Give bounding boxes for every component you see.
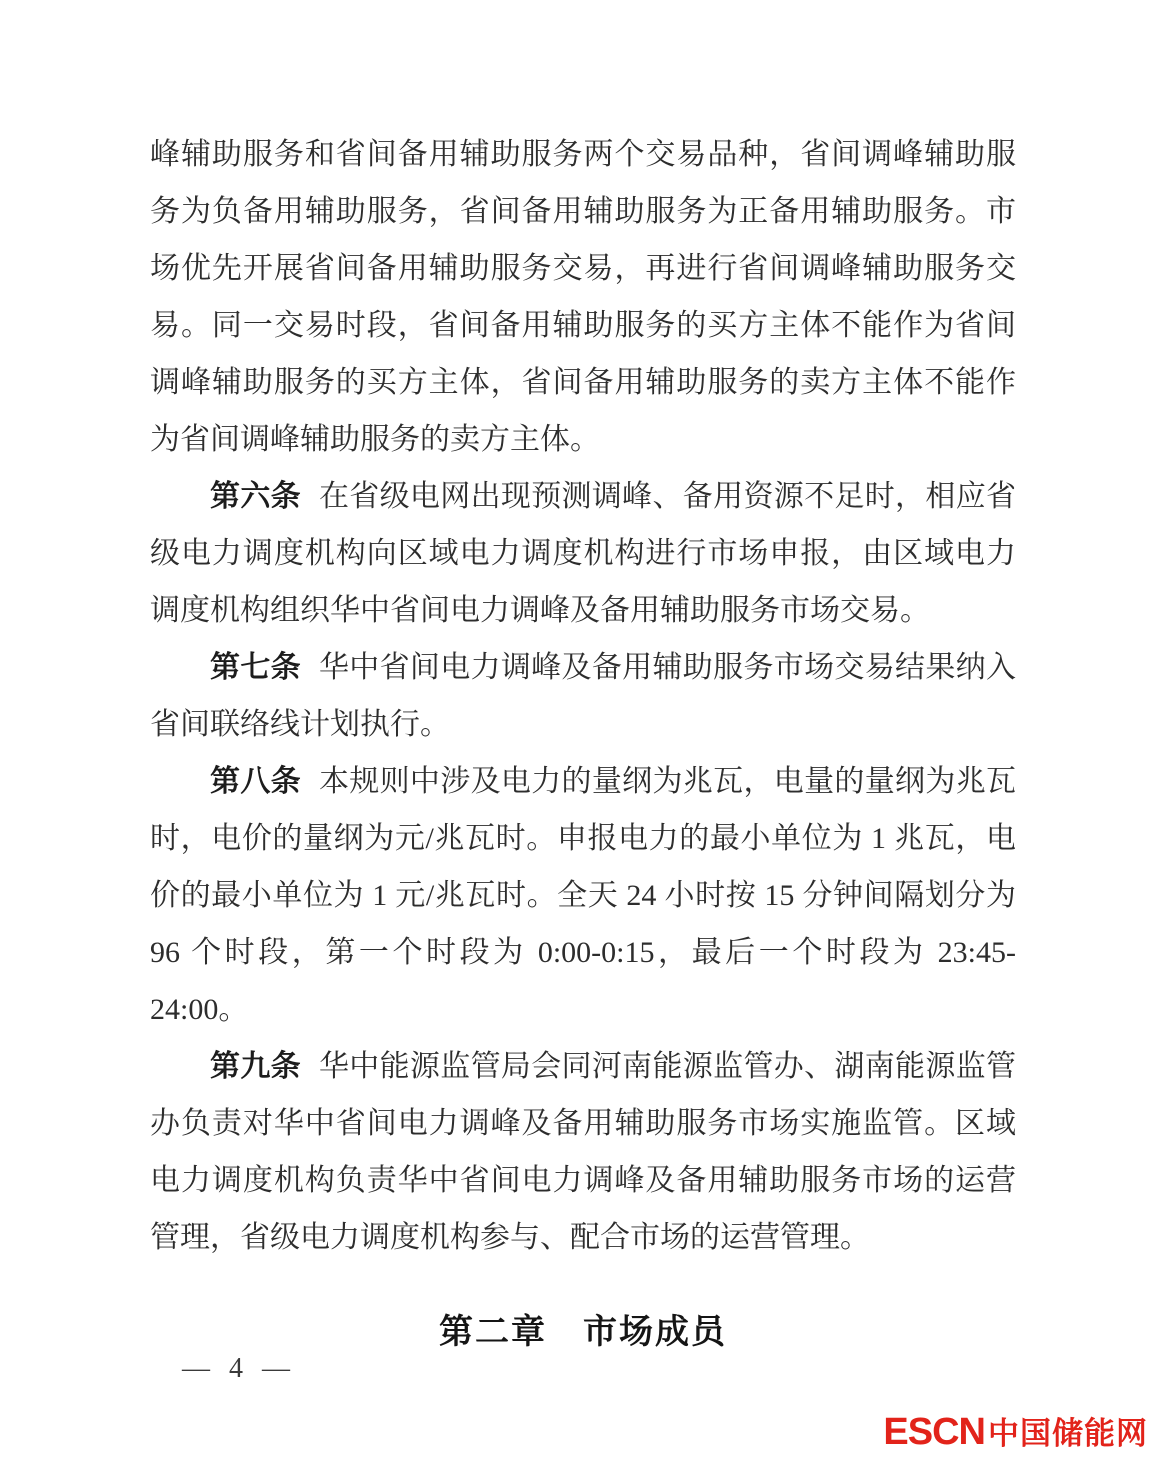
logo-latin-text: ESCN [883,1411,985,1453]
paragraph [150,753,1016,1038]
paragraph-text: 华中能源监管局会同河南能源监管办、湖南能源监管办负责对华中省间电力调峰及备用辅助服务市场实施监管。区域电力调度机构负责华中省间电力调峰及备用辅助服务市场的运营管理，省级电力调度机构参与、配合市场的运营管理。 [150,1050,1017,1254]
article-number: 第九条 [210,1050,301,1083]
article-number: 第八条 [210,765,301,798]
paragraph-text: 华中省间电力调峰及备用辅助服务市场交易结果纳入省间联络线计划执行。 [150,651,1017,741]
article-number: 第六条 [210,480,301,513]
chapter-heading: 第二章 市场成员 [439,1313,727,1351]
escn-watermark-logo [883,1408,1148,1454]
paragraph [150,639,1016,753]
paragraph [150,126,1016,468]
paragraph-text: 本规则中涉及电力的量纲为兆瓦，电量的量纲为兆瓦时，电价的量纲为元/兆瓦时。申报电力的最小单位为 1 兆瓦，电价的最小单位为 1 元/兆瓦时。全天 24 小时按 15 分钟间隔划分为 96 个时段，第一个时段为 0:00-0:15，最后一个时段为 23:45-24:00。 [150,765,1017,1026]
paragraph [150,468,1016,639]
page-number: — 4 — [182,1353,296,1384]
logo-cjk-text: 中国储能网 [988,1416,1148,1451]
paragraph [150,1038,1016,1266]
article-number: 第七条 [210,651,301,684]
paragraph-text: 峰辅助服务和省间备用辅助服务两个交易品种，省间调峰辅助服务为负备用辅助服务，省间备用辅助服务为正备用辅助服务。市场优先开展省间备用辅助服务交易，再进行省间调峰辅助服务交易。同一交易时段，省间备用辅助服务的买方主体不能作为省间调峰辅助服务的买方主体，省间备用辅助服务的卖方主体不能作为省间调峰辅助服务的卖方主体。 [150,138,1016,456]
paragraph-text: 在省级电网出现预测调峰、备用资源不足时，相应省级电力调度机构向区域电力调度机构进行市场申报，由区域电力调度机构组织华中省间电力调峰及备用辅助服务市场交易。 [150,480,1017,627]
document-body [150,126,1016,1352]
